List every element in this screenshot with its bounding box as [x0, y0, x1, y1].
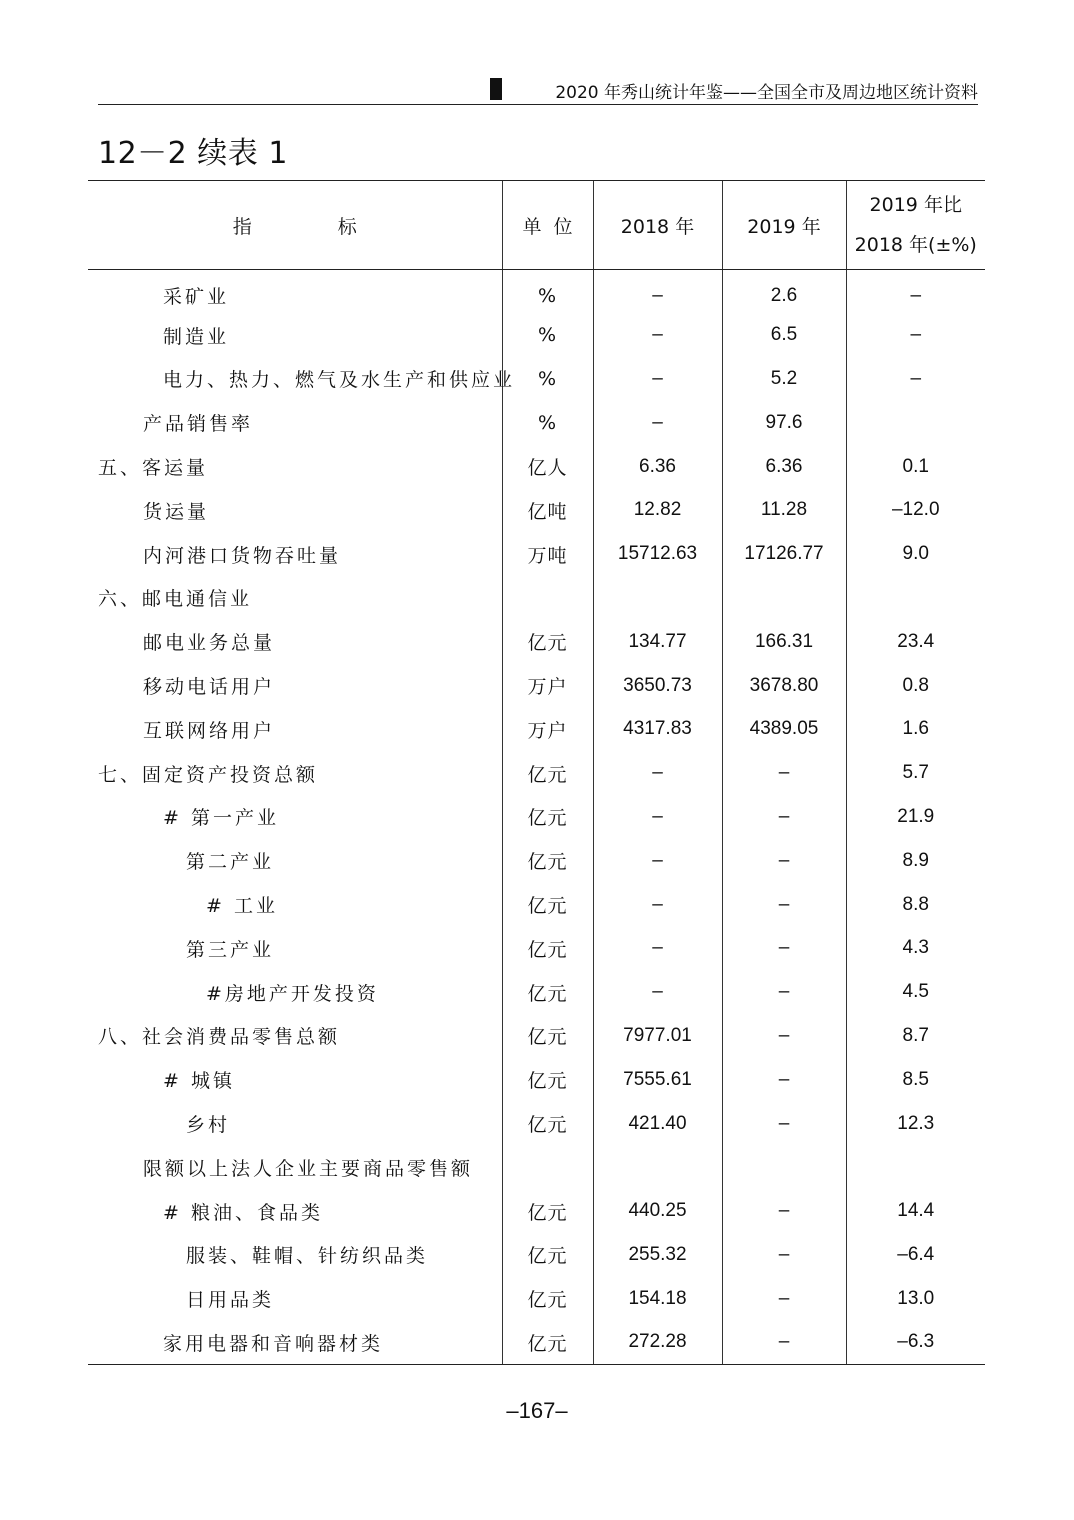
row-unit: 亿元	[502, 926, 593, 970]
row-value-2019: –	[722, 1189, 846, 1233]
row-value-2018: 440.25	[593, 1189, 722, 1233]
statistics-table	[88, 180, 985, 1365]
table-row	[88, 1014, 985, 1058]
row-unit	[502, 576, 593, 620]
row-unit: 亿元	[502, 970, 593, 1014]
page-number: –167–	[506, 1398, 568, 1423]
row-value-2019: 17126.77	[722, 532, 846, 576]
row-change: –	[846, 313, 985, 357]
row-indicator: 乡村	[186, 1114, 231, 1137]
table-row	[88, 401, 985, 445]
row-change: –6.4	[846, 1233, 985, 1277]
row-indicator: # 第一产业	[163, 807, 279, 830]
page-title: 12－2 续表 1	[98, 136, 288, 171]
row-value-2018: 7977.01	[593, 1014, 722, 1058]
table-row	[88, 1233, 985, 1277]
row-unit: %	[502, 313, 593, 357]
row-value-2018: 421.40	[593, 1102, 722, 1146]
row-indicator: 内河港口货物吞吐量	[143, 544, 342, 567]
row-value-2018: 12.82	[593, 488, 722, 532]
table-row	[88, 488, 985, 532]
row-indicator: 电力、热力、燃气及水生产和供应业	[163, 369, 516, 392]
row-change: 4.3	[846, 926, 985, 970]
row-value-2018: 7555.61	[593, 1058, 722, 1102]
row-value-2019: –	[722, 839, 846, 883]
row-indicator: 服装、鞋帽、针纺织品类	[186, 1245, 429, 1268]
row-value-2019: 11.28	[722, 488, 846, 532]
column-header-change-line2: 2018 年(±%)	[854, 234, 977, 256]
row-value-2019: 5.2	[722, 357, 846, 401]
row-unit: 亿元	[502, 1321, 593, 1365]
row-unit: 亿元	[502, 1277, 593, 1321]
row-indicator: 邮电业务总量	[143, 632, 276, 655]
row-change: –12.0	[846, 488, 985, 532]
row-indicator: 六、邮电通信业	[98, 588, 253, 611]
row-change: 21.9	[846, 795, 985, 839]
row-indicator: #房地产开发投资	[206, 982, 379, 1005]
row-unit: 亿元	[502, 795, 593, 839]
row-change: –	[846, 270, 985, 314]
column-header-2018: 2018 年	[593, 181, 722, 270]
row-unit: 亿元	[502, 1233, 593, 1277]
row-value-2019: –	[722, 1014, 846, 1058]
row-value-2019: –	[722, 1058, 846, 1102]
row-value-2018: –	[593, 401, 722, 445]
row-change: 4.5	[846, 970, 985, 1014]
row-change: 8.8	[846, 883, 985, 927]
column-header-2019: 2019 年	[722, 181, 846, 270]
row-unit: %	[502, 357, 593, 401]
row-unit: 亿元	[502, 1058, 593, 1102]
row-indicator: 货运量	[143, 500, 210, 523]
row-value-2019	[722, 1145, 846, 1189]
table-row	[88, 357, 985, 401]
row-value-2018: –	[593, 751, 722, 795]
row-unit: 亿元	[502, 1189, 593, 1233]
row-change	[846, 1145, 985, 1189]
row-unit: 万吨	[502, 532, 593, 576]
row-unit	[502, 1145, 593, 1189]
row-value-2019: –	[722, 883, 846, 927]
column-header-change-line1: 2019 年比	[869, 194, 962, 216]
row-unit: %	[502, 401, 593, 445]
column-header-change	[846, 181, 985, 270]
row-indicator: 第二产业	[186, 851, 275, 874]
row-value-2018: –	[593, 883, 722, 927]
row-indicator: # 工业	[206, 895, 278, 918]
row-change: 23.4	[846, 620, 985, 664]
row-value-2019: –	[722, 1321, 846, 1365]
running-header-text: 2020 年秀山统计年鉴——全国全市及周边地区统计资料	[555, 83, 978, 103]
row-value-2019: –	[722, 970, 846, 1014]
table-row	[88, 795, 985, 839]
table-row	[88, 926, 985, 970]
row-unit: 亿吨	[502, 488, 593, 532]
table-row	[88, 664, 985, 708]
row-indicator: 限额以上法人企业主要商品零售额	[143, 1157, 474, 1180]
table-row	[88, 1321, 985, 1365]
row-value-2018: –	[593, 839, 722, 883]
row-indicator: 第三产业	[186, 938, 275, 961]
row-value-2019: –	[722, 1102, 846, 1146]
row-change	[846, 576, 985, 620]
row-change: –	[846, 357, 985, 401]
row-indicator: 八、社会消费品零售总额	[98, 1026, 341, 1049]
table-row	[88, 313, 985, 357]
row-change	[846, 401, 985, 445]
table-row	[88, 532, 985, 576]
row-unit: 万户	[502, 707, 593, 751]
row-value-2019: –	[722, 1233, 846, 1277]
row-value-2019: 6.36	[722, 445, 846, 489]
row-unit: 亿元	[502, 1014, 593, 1058]
row-value-2018: –	[593, 970, 722, 1014]
row-unit: 亿元	[502, 883, 593, 927]
row-value-2019: –	[722, 926, 846, 970]
row-change: 8.5	[846, 1058, 985, 1102]
table-row	[88, 445, 985, 489]
row-change: 14.4	[846, 1189, 985, 1233]
row-indicator: 互联网络用户	[143, 719, 276, 742]
row-indicator: 七、固定资产投资总额	[98, 763, 319, 786]
row-unit: 万户	[502, 664, 593, 708]
row-unit: 亿元	[502, 751, 593, 795]
table-row	[88, 883, 985, 927]
row-indicator: 家用电器和音响器材类	[88, 1321, 502, 1365]
row-change: 1.6	[846, 707, 985, 751]
row-change: 5.7	[846, 751, 985, 795]
row-change: 0.8	[846, 664, 985, 708]
row-value-2019: –	[722, 751, 846, 795]
column-header-indicator: 指 标	[88, 181, 502, 270]
row-value-2019: –	[722, 795, 846, 839]
row-indicator: # 粮油、食品类	[163, 1201, 323, 1224]
running-header	[98, 70, 978, 105]
row-change: 12.3	[846, 1102, 985, 1146]
row-value-2019: –	[722, 1277, 846, 1321]
row-value-2018: 255.32	[593, 1233, 722, 1277]
row-indicator: 产品销售率	[143, 413, 254, 436]
table-header-row	[88, 181, 985, 270]
row-change: –6.3	[846, 1321, 985, 1365]
header-marker-block	[490, 78, 502, 100]
row-value-2018: –	[593, 313, 722, 357]
row-value-2018	[593, 576, 722, 620]
row-value-2019: 6.5	[722, 313, 846, 357]
column-header-unit: 单位	[502, 181, 593, 270]
row-value-2019	[722, 576, 846, 620]
row-value-2019: 3678.80	[722, 664, 846, 708]
row-change: 8.7	[846, 1014, 985, 1058]
table-row	[88, 970, 985, 1014]
row-value-2018	[593, 1145, 722, 1189]
row-value-2018: –	[593, 270, 722, 314]
row-value-2018: 272.28	[593, 1321, 722, 1365]
row-indicator: 日用品类	[186, 1289, 275, 1312]
table-row	[88, 620, 985, 664]
row-unit: 亿元	[502, 1102, 593, 1146]
table-row	[88, 839, 985, 883]
row-change: 9.0	[846, 532, 985, 576]
row-value-2018: 15712.63	[593, 532, 722, 576]
row-value-2018: 6.36	[593, 445, 722, 489]
row-indicator: 制造业	[163, 325, 230, 348]
row-value-2019: 2.6	[722, 270, 846, 314]
row-value-2018: 154.18	[593, 1277, 722, 1321]
table-row	[88, 576, 985, 620]
row-change: 13.0	[846, 1277, 985, 1321]
row-value-2019: 4389.05	[722, 707, 846, 751]
table-row	[88, 1145, 985, 1189]
row-unit: 亿人	[502, 445, 593, 489]
table-row	[88, 1102, 985, 1146]
row-value-2019: 166.31	[722, 620, 846, 664]
row-change: 0.1	[846, 445, 985, 489]
table-row	[88, 1277, 985, 1321]
row-indicator: 采矿业	[163, 286, 230, 309]
row-value-2018: –	[593, 926, 722, 970]
table-row	[88, 1058, 985, 1102]
row-value-2018: 134.77	[593, 620, 722, 664]
row-value-2018: 3650.73	[593, 664, 722, 708]
row-unit: 亿元	[502, 839, 593, 883]
row-value-2018: –	[593, 795, 722, 839]
row-unit: %	[502, 270, 593, 314]
table-row	[88, 1189, 985, 1233]
table-row	[88, 707, 985, 751]
row-indicator: 五、客运量	[98, 457, 209, 480]
row-unit: 亿元	[502, 620, 593, 664]
row-indicator: 移动电话用户	[143, 676, 276, 699]
table-row	[88, 751, 985, 795]
row-indicator: # 城镇	[163, 1070, 235, 1093]
row-value-2018: 4317.83	[593, 707, 722, 751]
row-change: 8.9	[846, 839, 985, 883]
table-row	[88, 270, 985, 314]
row-value-2018: –	[593, 357, 722, 401]
row-value-2019: 97.6	[722, 401, 846, 445]
